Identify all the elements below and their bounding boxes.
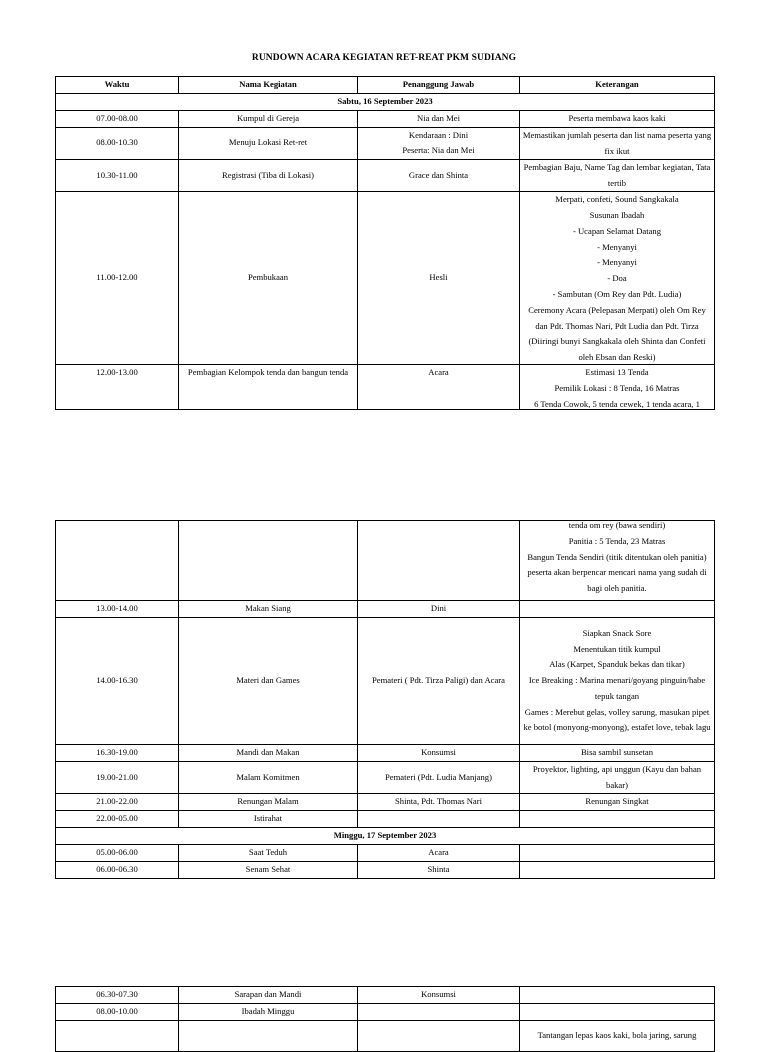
activity-cell: Senam Sehat bbox=[179, 861, 358, 878]
activity-cell: Saat Teduh bbox=[179, 844, 358, 861]
note-line: Proyektor, lighting, api unggun (Kayu dan bahan bakar) bbox=[532, 764, 702, 790]
note-cell bbox=[520, 811, 715, 828]
note-line: Bangun Tenda Sendiri (titik ditentukan oleh panitia) peserta akan berpencar mencari nama yang sudah di bagi oleh panitia. bbox=[527, 551, 707, 594]
time-cell: 14.00-16.30 bbox=[56, 618, 179, 745]
note-lines bbox=[520, 128, 714, 159]
pic-cell: Shinta bbox=[358, 861, 520, 878]
note-lines bbox=[520, 521, 714, 597]
activity-cell bbox=[179, 521, 358, 601]
note-line: Peserta membawa kaos kaki bbox=[568, 112, 666, 123]
time-cell: 16.30-19.00 bbox=[56, 745, 179, 762]
note-line: Games : Merebut gelas, volley sarung, masukan pipet ke botol (monyong-monyong), estafet love, tebak lagu bbox=[523, 706, 711, 733]
note-lines bbox=[520, 745, 714, 761]
activity-cell: Ibadah Minggu bbox=[179, 1004, 358, 1021]
pic-cell bbox=[358, 521, 520, 601]
pic-cell: Dini bbox=[358, 601, 520, 618]
note-line: - Ucapan Selamat Datang bbox=[572, 225, 662, 236]
table-body-3 bbox=[56, 844, 715, 878]
activity-cell: Menuju Lokasi Ret-ret bbox=[179, 127, 358, 160]
pic-cell: Pemateri ( Pdt. Tirza Paligi) dan Acara bbox=[358, 618, 520, 745]
table-body-2 bbox=[56, 521, 715, 828]
activity-cell: Kumpul di Gereja bbox=[179, 110, 358, 127]
table-body-1 bbox=[56, 110, 715, 410]
table-row bbox=[56, 762, 715, 794]
pic-cell: Nia dan Mei bbox=[358, 110, 520, 127]
header-row bbox=[56, 77, 715, 94]
table-row bbox=[56, 365, 715, 410]
table-row bbox=[56, 844, 715, 861]
note-cell bbox=[520, 844, 715, 861]
note-cell bbox=[520, 1021, 715, 1052]
pic-cell: Hesli bbox=[358, 192, 520, 365]
time-cell: 08.00-10.30 bbox=[56, 127, 179, 160]
pic-cell: Shinta, Pdt. Thomas Nari bbox=[358, 794, 520, 811]
note-lines bbox=[520, 762, 714, 793]
pic-cell: Acara bbox=[358, 365, 520, 410]
cell-line: Kendaraan : Dini bbox=[408, 129, 469, 140]
table-row bbox=[56, 811, 715, 828]
time-cell: 11.00-12.00 bbox=[56, 192, 179, 365]
note-line: Siapkan Snack Sore bbox=[582, 627, 652, 638]
document-title: RUNDOWN ACARA KEGIATAN RET-REAT PKM SUDIANG bbox=[251, 53, 517, 63]
note-cell bbox=[520, 521, 715, 601]
header-keterangan: Keterangan bbox=[520, 77, 715, 94]
day-label-saturday: Sabtu, 16 September 2023 bbox=[56, 93, 715, 110]
time-cell: 13.00-14.00 bbox=[56, 601, 179, 618]
rundown-table-page-3 bbox=[55, 986, 715, 1052]
table-row bbox=[56, 1021, 715, 1052]
activity-cell: Pembagian Kelompok tenda dan bangun tenda bbox=[179, 365, 358, 410]
note-line: Alas (Karpet, Spanduk bekas dan tikar) bbox=[549, 659, 685, 670]
table-row bbox=[56, 192, 715, 365]
pic-cell bbox=[358, 1021, 520, 1052]
header-nama-kegiatan: Nama Kegiatan bbox=[179, 77, 358, 94]
note-line: Menentukan titik kumpul bbox=[573, 643, 661, 654]
day-label-sunday: Minggu, 17 September 2023 bbox=[56, 828, 715, 845]
activity-cell: Mandi dan Makan bbox=[179, 745, 358, 762]
rundown-table-page-1 bbox=[55, 76, 715, 410]
note-lines bbox=[520, 192, 714, 364]
pic-cell: Konsumsi bbox=[358, 745, 520, 762]
activity-cell: Makan Siang bbox=[179, 601, 358, 618]
note-line: 6 Tenda Cowok, 5 tenda cewek, 1 tenda acara, 1 bbox=[534, 398, 700, 409]
note-lines bbox=[520, 111, 714, 127]
note-cell bbox=[520, 987, 715, 1004]
note-lines bbox=[520, 626, 714, 737]
activity-cell: Pembukaan bbox=[179, 192, 358, 365]
table-row bbox=[56, 1004, 715, 1021]
pic-cell bbox=[358, 1004, 520, 1021]
note-cell bbox=[520, 601, 715, 618]
note-line: Bisa sambil sunsetan bbox=[580, 747, 654, 758]
time-cell: 06.30-07.30 bbox=[56, 987, 179, 1004]
note-line: Pembagian Baju, Name Tag dan lembar kegiatan, Tata tertib bbox=[523, 162, 711, 188]
note-line: Merpati, confeti, Sound Sangkakala bbox=[555, 194, 679, 205]
note-line: - Menyanyi bbox=[597, 257, 637, 268]
table-row bbox=[56, 160, 715, 192]
note-cell bbox=[520, 745, 715, 762]
rundown-table-page-2 bbox=[55, 520, 715, 879]
note-cell bbox=[520, 861, 715, 878]
table-row bbox=[56, 521, 715, 601]
day-row bbox=[56, 828, 715, 845]
note-cell bbox=[520, 794, 715, 811]
note-line: Susunan Ibadah bbox=[589, 209, 645, 220]
pic-cell: Acara bbox=[358, 844, 520, 861]
time-cell: 08.00-10.00 bbox=[56, 1004, 179, 1021]
table-row bbox=[56, 110, 715, 127]
pic-cell: Grace dan Shinta bbox=[358, 160, 520, 192]
activity-cell: Renungan Malam bbox=[179, 794, 358, 811]
note-cell bbox=[520, 192, 715, 365]
note-line: - Sambutan (Om Rey dan Pdt. Ludia) bbox=[552, 288, 682, 299]
table-row bbox=[56, 127, 715, 160]
note-line: Panitia : 5 Tenda, 23 Matras bbox=[568, 535, 666, 546]
pic-cell: Pemateri (Pdt. Ludia Manjang) bbox=[358, 762, 520, 794]
table-row bbox=[56, 601, 715, 618]
note-line: Ceremony Acara (Pelepasan Merpati) oleh Om Rey dan Pdt. Thomas Nari, Pdt Ludia dan Pdt. Tirza (Diiringi bunyi Sangkakala oleh Shinta dan Confeti oleh Ebsan dan Reski) bbox=[528, 304, 706, 363]
table-row bbox=[56, 745, 715, 762]
note-lines bbox=[520, 365, 714, 409]
note-line: Renungan Singkat bbox=[585, 796, 649, 807]
note-line: Pemilik Lokasi : 8 Tenda, 16 Matras bbox=[554, 382, 680, 393]
time-cell: 10.30-11.00 bbox=[56, 160, 179, 192]
note-line: Tantangan lepas kaos kaki, bola jaring, sarung bbox=[537, 1030, 697, 1041]
note-cell bbox=[520, 762, 715, 794]
note-cell bbox=[520, 110, 715, 127]
note-cell bbox=[520, 160, 715, 192]
note-line: - Doa bbox=[607, 273, 627, 284]
day-row bbox=[56, 93, 715, 110]
pic-cell bbox=[358, 127, 520, 160]
note-line: Ice Breaking : Marina menari/goyang pinguin/habe tepuk tangan bbox=[528, 675, 706, 701]
time-cell: 19.00-21.00 bbox=[56, 762, 179, 794]
note-line: tenda om rey (bawa sendiri) bbox=[568, 520, 666, 530]
activity-cell: Registrasi (Tiba di Lokasi) bbox=[179, 160, 358, 192]
time-cell bbox=[56, 1021, 179, 1052]
pic-cell: Konsumsi bbox=[358, 987, 520, 1004]
time-cell: 07.00-08.00 bbox=[56, 110, 179, 127]
note-cell bbox=[520, 127, 715, 160]
time-cell: 05.00-06.00 bbox=[56, 844, 179, 861]
header-penanggung-jawab: Penanggung Jawab bbox=[358, 77, 520, 94]
table-row bbox=[56, 987, 715, 1004]
table-body-4 bbox=[56, 987, 715, 1052]
pic-cell bbox=[358, 811, 520, 828]
table-row bbox=[56, 794, 715, 811]
note-lines bbox=[520, 1028, 714, 1044]
note-cell bbox=[520, 1004, 715, 1021]
note-lines bbox=[520, 794, 714, 810]
time-cell: 12.00-13.00 bbox=[56, 365, 179, 410]
activity-cell: Malam Komitmen bbox=[179, 762, 358, 794]
cell-line: Peserta: Nia dan Mei bbox=[402, 145, 475, 156]
time-cell bbox=[56, 521, 179, 601]
activity-cell bbox=[179, 1021, 358, 1052]
time-cell: 21.00-22.00 bbox=[56, 794, 179, 811]
table-row bbox=[56, 861, 715, 878]
note-lines bbox=[520, 160, 714, 191]
note-line: Estimasi 13 Tenda bbox=[585, 367, 649, 378]
note-line: Memastikan jumlah peserta dan list nama peserta yang fix ikut bbox=[522, 129, 712, 156]
table-row bbox=[56, 618, 715, 745]
activity-cell: Sarapan dan Mandi bbox=[179, 987, 358, 1004]
note-line: - Menyanyi bbox=[597, 241, 637, 252]
activity-cell: Istirahat bbox=[179, 811, 358, 828]
note-cell bbox=[520, 618, 715, 745]
time-cell: 22.00-05.00 bbox=[56, 811, 179, 828]
activity-cell: Materi dan Games bbox=[179, 618, 358, 745]
time-cell: 06.00-06.30 bbox=[56, 861, 179, 878]
header-waktu: Waktu bbox=[56, 77, 179, 94]
note-cell bbox=[520, 365, 715, 410]
